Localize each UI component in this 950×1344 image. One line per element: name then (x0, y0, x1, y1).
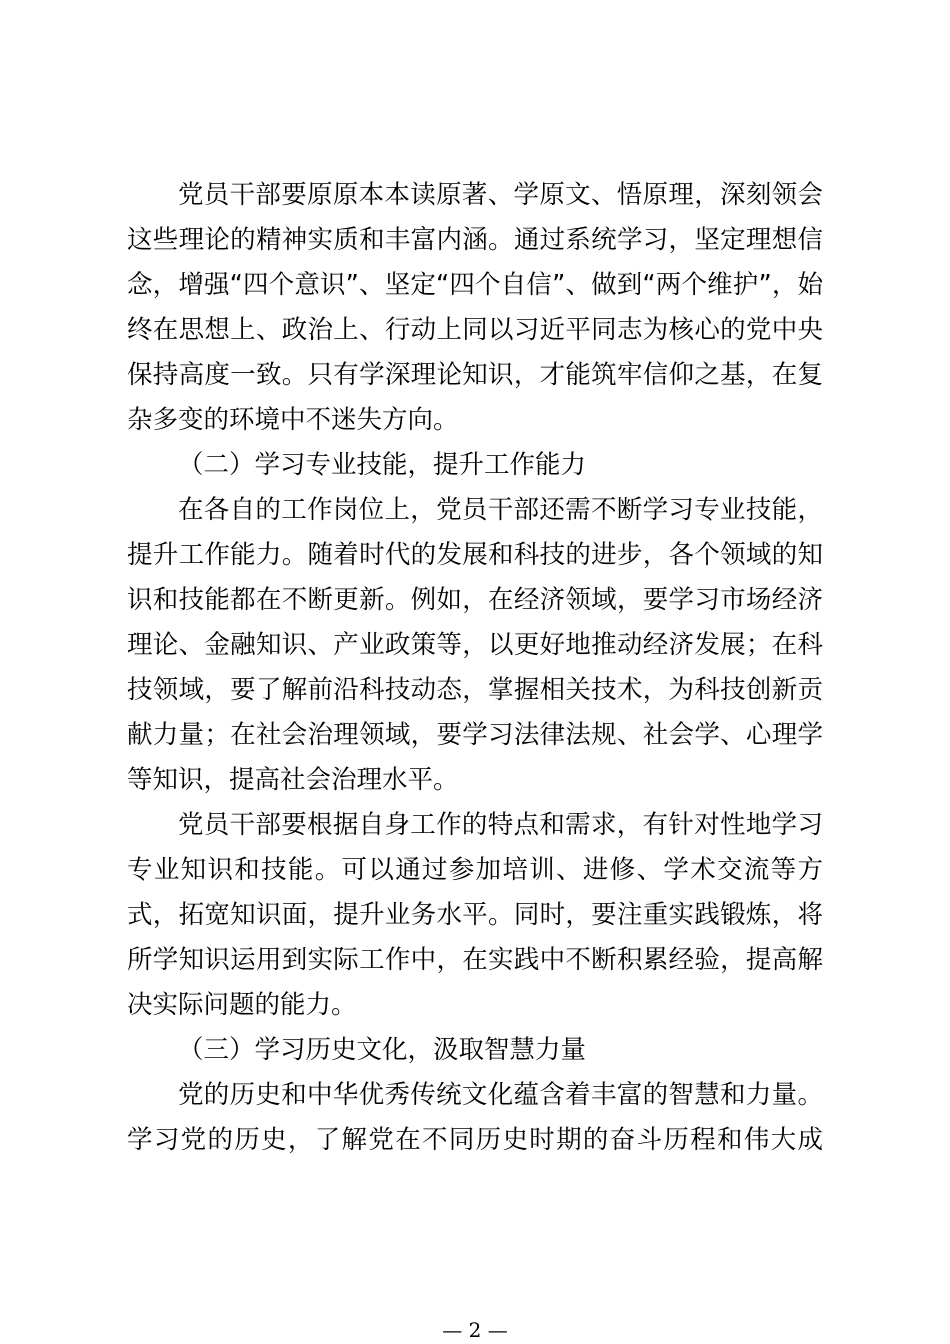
text-line: 党员干部要原原本本读原著、学原文、悟原理，深刻领会 (178, 180, 823, 210)
text-line: 念，增强“四个意识”、坚定“四个自信”、做到“两个维护”，始 (127, 270, 824, 300)
paragraph-targeted-learning (127, 803, 823, 1028)
text-line: 学习党的历史，了解党在不同历史时期的奋斗历程和伟大成 (127, 1125, 823, 1155)
paragraph-professional-skills (127, 488, 823, 803)
section-heading-professional-skills: （二）学习专业技能，提升工作能力 (178, 450, 587, 480)
text-line: 在各自的工作岗位上，党员干部还需不断学习专业技能， (178, 495, 823, 525)
text-line: 杂多变的环境中不迷失方向。 (127, 405, 459, 435)
text-line: 献力量；在社会治理领域，要学习法律法规、社会学、心理学 (127, 720, 823, 750)
text-line: 保持高度一致。只有学深理论知识，才能筑牢信仰之基，在复 (127, 360, 823, 390)
text-line: 终在思想上、政治上、行动上同以习近平同志为核心的党中央 (127, 315, 823, 345)
text-line: 技领域，要了解前沿科技动态，掌握相关技术，为科技创新贡 (127, 675, 823, 705)
section-heading-history-culture: （三）学习历史文化，汲取智慧力量 (178, 1035, 587, 1065)
text-line: 党员干部要根据自身工作的特点和需求，有针对性地学习 (178, 810, 823, 840)
text-line: 等知识，提高社会治理水平。 (127, 765, 459, 795)
text-line: 专业知识和技能。可以通过参加培训、进修、学术交流等方 (127, 855, 823, 885)
text-line: 式，拓宽知识面，提升业务水平。同时，要注重实践锻炼，将 (127, 900, 823, 930)
paragraph-history-culture (127, 1073, 823, 1163)
text-line: 这些理论的精神实质和丰富内涵。通过系统学习，坚定理想信 (127, 225, 823, 255)
text-line: 提升工作能力。随着时代的发展和科技的进步，各个领域的知 (127, 540, 823, 570)
text-line: 党的历史和中华优秀传统文化蕴含着丰富的智慧和力量。 (178, 1080, 823, 1110)
text-line: 决实际问题的能力。 (127, 990, 357, 1020)
page-number: — 2 — (442, 1318, 508, 1342)
paragraph-theory-study (127, 173, 823, 443)
text-line: 识和技能都在不断更新。例如，在经济领域，要学习市场经济 (127, 585, 823, 615)
document-body (127, 173, 823, 1163)
text-line: 理论、金融知识、产业政策等，以更好地推动经济发展；在科 (127, 630, 823, 660)
text-line: 所学知识运用到实际工作中，在实践中不断积累经验，提高解 (127, 945, 823, 975)
